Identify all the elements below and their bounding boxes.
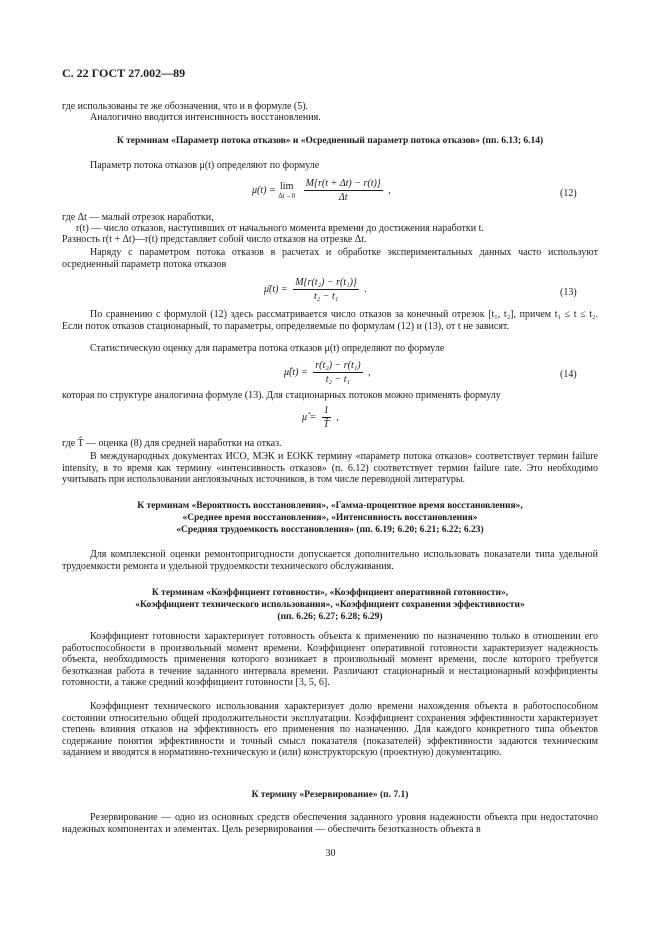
- equation-number-12: (12): [560, 188, 577, 199]
- equation-number-14: (14): [560, 369, 577, 380]
- paragraph-13: Коэффициент технического использования характеризует долю времени нахождения объекта в работоспособном состоянии относительно общей продолжительности эксплуатации. Коэффициент сохранения эффективности характеризует степень влияния отказов на эффективность его применения по назначению. Для каждого конкретного типа объектов содержание понятия эффективности и точный смысл показателя (показателей) эффективности задаются техническим заданием и вводятся в нормативно-техническую и (или) конструкторскую (проектную) документацию.: [62, 701, 598, 758]
- formula-13-fraction: [293, 277, 359, 302]
- paragraph-4b: r(t) — число отказов, наступивших от начального момента времени до достижения наработки t.: [76, 223, 484, 234]
- formula-stationary-denominator: T̂: [323, 419, 330, 430]
- paragraph-5: Наряду с параметром потока отказов в расчетах и обработке экспериментальных данных часто используют осредненный параметр потока отказов: [62, 247, 598, 270]
- formula-stationary-fraction: [322, 405, 331, 430]
- formula-14-fraction: [313, 360, 362, 385]
- paragraph-14: Резервирование — одно из основных средств обеспечения заданного уровня надежности объекта при недостаточно надежных компонентах и элементах. Цель резервирования — обеспечить безотказность объекта в: [62, 812, 598, 835]
- formula-14-lhs: μ̂(t) =: [284, 366, 308, 378]
- formula-stationary-tail: ,: [336, 411, 339, 423]
- section-heading-restoration: [62, 500, 598, 536]
- paragraph-7: Статистическую оценку для параметра потока отказов μ(t) определяют по формуле: [90, 343, 445, 354]
- formula-12-lim-text: lim: [280, 181, 294, 192]
- formula-12-limit: [278, 181, 295, 200]
- section-heading-redundancy: К термину «Резервирование» (п. 7.1): [251, 790, 409, 800]
- paragraph-1: где использованы те же обозначения, что и в формуле (5).: [62, 101, 309, 112]
- formula-13-numerator: M{r(t₂) − r(t₁)}: [295, 277, 357, 288]
- paragraph-12: Коэффициент готовности характеризует готовность объекта к применению по назначению только в отношении его работоспособности в произвольный момент времени. Коэффициент оперативной готовности характеризует надежность объекта, необходимость применения которого возникает в произвольный момент времени, после которого требуется безотказная работа в течение заданного интервала времени. Различают стационарный и нестационарный коэффициенты готовности, а также средний коэффициент готовности [3, 5, 6].: [62, 631, 598, 688]
- formula-12-lim-subscript: Δt→0: [278, 192, 296, 200]
- formula-12-numerator: M{r(t + Δt) − r(t)}: [305, 178, 381, 189]
- formula-12-fraction: [304, 178, 383, 203]
- section-heading-restoration-line-3: «Средняя трудоемкость восстановления» (пп. 6.19; 6.20; 6.21; 6.22; 6.23): [176, 525, 484, 535]
- formula-12: [252, 178, 391, 203]
- formula-stationary-numerator: 1: [323, 405, 329, 416]
- paragraph-4c: Разность r(t + Δt)—r(t) представляет собой число отказов на отрезке Δt.: [62, 234, 367, 245]
- paragraph-6: По сравнению с формулой (12) здесь рассматривается число отказов за конечный отрезок [t₁, t₂], причем t₁ ≤ t ≤ t₂. Если поток отказов стационарный, то параметры, определяемые по формулам (12) и (13), от t не зависят.: [62, 309, 598, 332]
- paragraph-10: В международных документах ИСО, МЭК и ЕОКК термину «параметр потока отказов» соответствует термин failure intensity, в то время как термину «интенсивность отказов» (п. 6.12) соответствует термин failure rate. Это необходимо учитывать при использовании англоязычных источников, в том числе переводной литературы.: [62, 451, 598, 485]
- formula-stationary-lhs: μ̂ =: [302, 411, 317, 423]
- formula-14-tail: ,: [368, 366, 371, 378]
- formula-stationary: [302, 405, 339, 430]
- formula-13-lhs: μ̄(t) =: [264, 283, 288, 295]
- formula-14-denominator: t₂ − t₁: [325, 374, 351, 385]
- section-heading-restoration-line-1: К терминам «Вероятность восстановления», «Гамма-процентное время восстановления»,: [137, 501, 523, 511]
- paragraph-9: где T̂ — оценка (8) для средней наработки на отказ.: [62, 438, 282, 449]
- section-heading-availability: [62, 587, 598, 623]
- formula-12-lhs: μ(t) =: [252, 184, 276, 196]
- section-heading-availability-line-3: (пп. 6.26; 6.27; 6.28; 6.29): [277, 612, 383, 622]
- formula-13: [264, 277, 367, 302]
- paragraph-8: которая по структуре аналогична формуле (13). Для стационарных потоков можно применять формулу: [62, 390, 501, 401]
- section-heading-availability-line-1: К терминам «Коэффициент готовности», «Коэффициент оперативной готовности»,: [151, 588, 509, 598]
- paragraph-2: Аналогично вводится интенсивность восстановления.: [90, 112, 321, 123]
- page-number: 30: [325, 848, 336, 859]
- formula-12-denominator: Δt: [338, 192, 348, 203]
- section-heading-availability-line-2: «Коэффициент технического использования», «Коэффициент сохранения эффективности»: [135, 600, 525, 610]
- formula-13-tail: .: [364, 283, 367, 295]
- formula-12-tail: ,: [388, 184, 391, 196]
- section-heading-flow-parameter: К терминам «Параметр потока отказов» и «Осредненный параметр потока отказов» (пп. 6.13; 6.14): [116, 136, 544, 146]
- formula-14-numerator: r(t₂) − r(t₁): [315, 360, 361, 371]
- paragraph-4a: где Δt — малый отрезок наработки,: [62, 212, 214, 223]
- equation-number-13: (13): [560, 287, 577, 298]
- paragraph-3: Параметр потока отказов μ(t) определяют по формуле: [90, 160, 320, 171]
- page-header: С. 22 ГОСТ 27.002—89: [62, 66, 186, 80]
- formula-13-denominator: t₂ − t₁: [313, 291, 339, 302]
- formula-14: [284, 360, 371, 385]
- section-heading-restoration-line-2: «Среднее время восстановления», «Интенсивность восстановления»: [182, 513, 478, 523]
- paragraph-11: Для комплексной оценки ремонтопригодности допускается дополнительно использовать показатели типа удельной трудоемкости ремонта и удельной трудоемкости технического обслуживания.: [62, 549, 598, 572]
